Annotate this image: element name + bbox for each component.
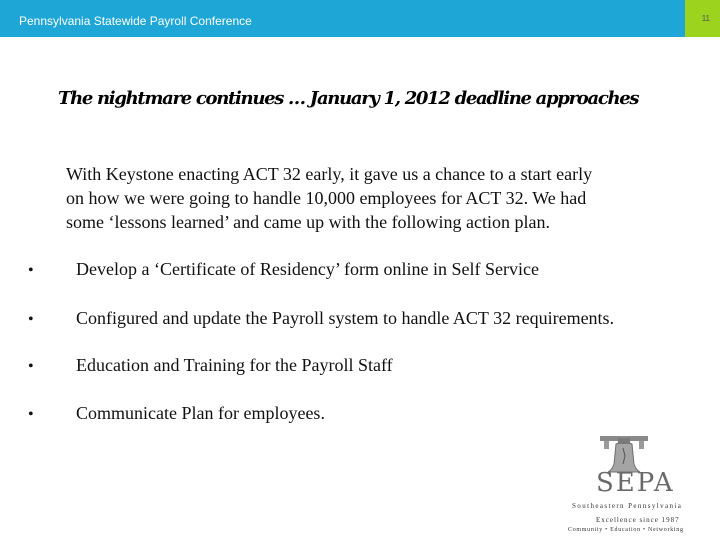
list-item	[28, 354, 393, 378]
bullet-icon: •	[28, 406, 34, 423]
list-item-text: Communicate Plan for employees.	[76, 403, 325, 423]
list-item	[28, 402, 325, 426]
intro-line: With Keystone enacting ACT 32 early, it gave us a chance to a start early	[66, 164, 593, 184]
header-accent	[685, 0, 720, 37]
logo-letters: SEPA	[596, 468, 675, 498]
list-item-text: Education and Training for the Payroll Staff	[76, 355, 393, 375]
slide-title: The nightmare continues … January 1, 2012 deadline approaches	[58, 88, 639, 109]
bullet-icon: •	[28, 311, 34, 328]
bullet-icon: •	[28, 262, 34, 279]
intro-line: some ‘lessons learned’ and came up with the following action plan.	[66, 212, 551, 232]
list-item-text: Configured and update the Payroll system to handle ACT 32 requirements.	[76, 308, 615, 328]
intro-paragraph	[66, 162, 666, 234]
header-bar	[0, 0, 685, 37]
sepa-logo	[566, 434, 706, 538]
logo-since: Excellence since 1987	[596, 516, 680, 524]
list-item	[28, 258, 539, 282]
bullet-icon: •	[28, 358, 34, 375]
list-item	[28, 307, 614, 331]
logo-region: Southeastern Pennsylvania	[572, 502, 683, 510]
slide-number: 11	[701, 14, 710, 23]
conference-title: Pennsylvania Statewide Payroll Conference	[19, 14, 252, 28]
list-item-text: Develop a ‘Certificate of Residency’ form online in Self Service	[76, 259, 539, 279]
logo-pillars: Community • Education • Networking	[568, 527, 684, 533]
intro-line: on how we were going to handle 10,000 employees for ACT 32. We had	[66, 188, 587, 208]
